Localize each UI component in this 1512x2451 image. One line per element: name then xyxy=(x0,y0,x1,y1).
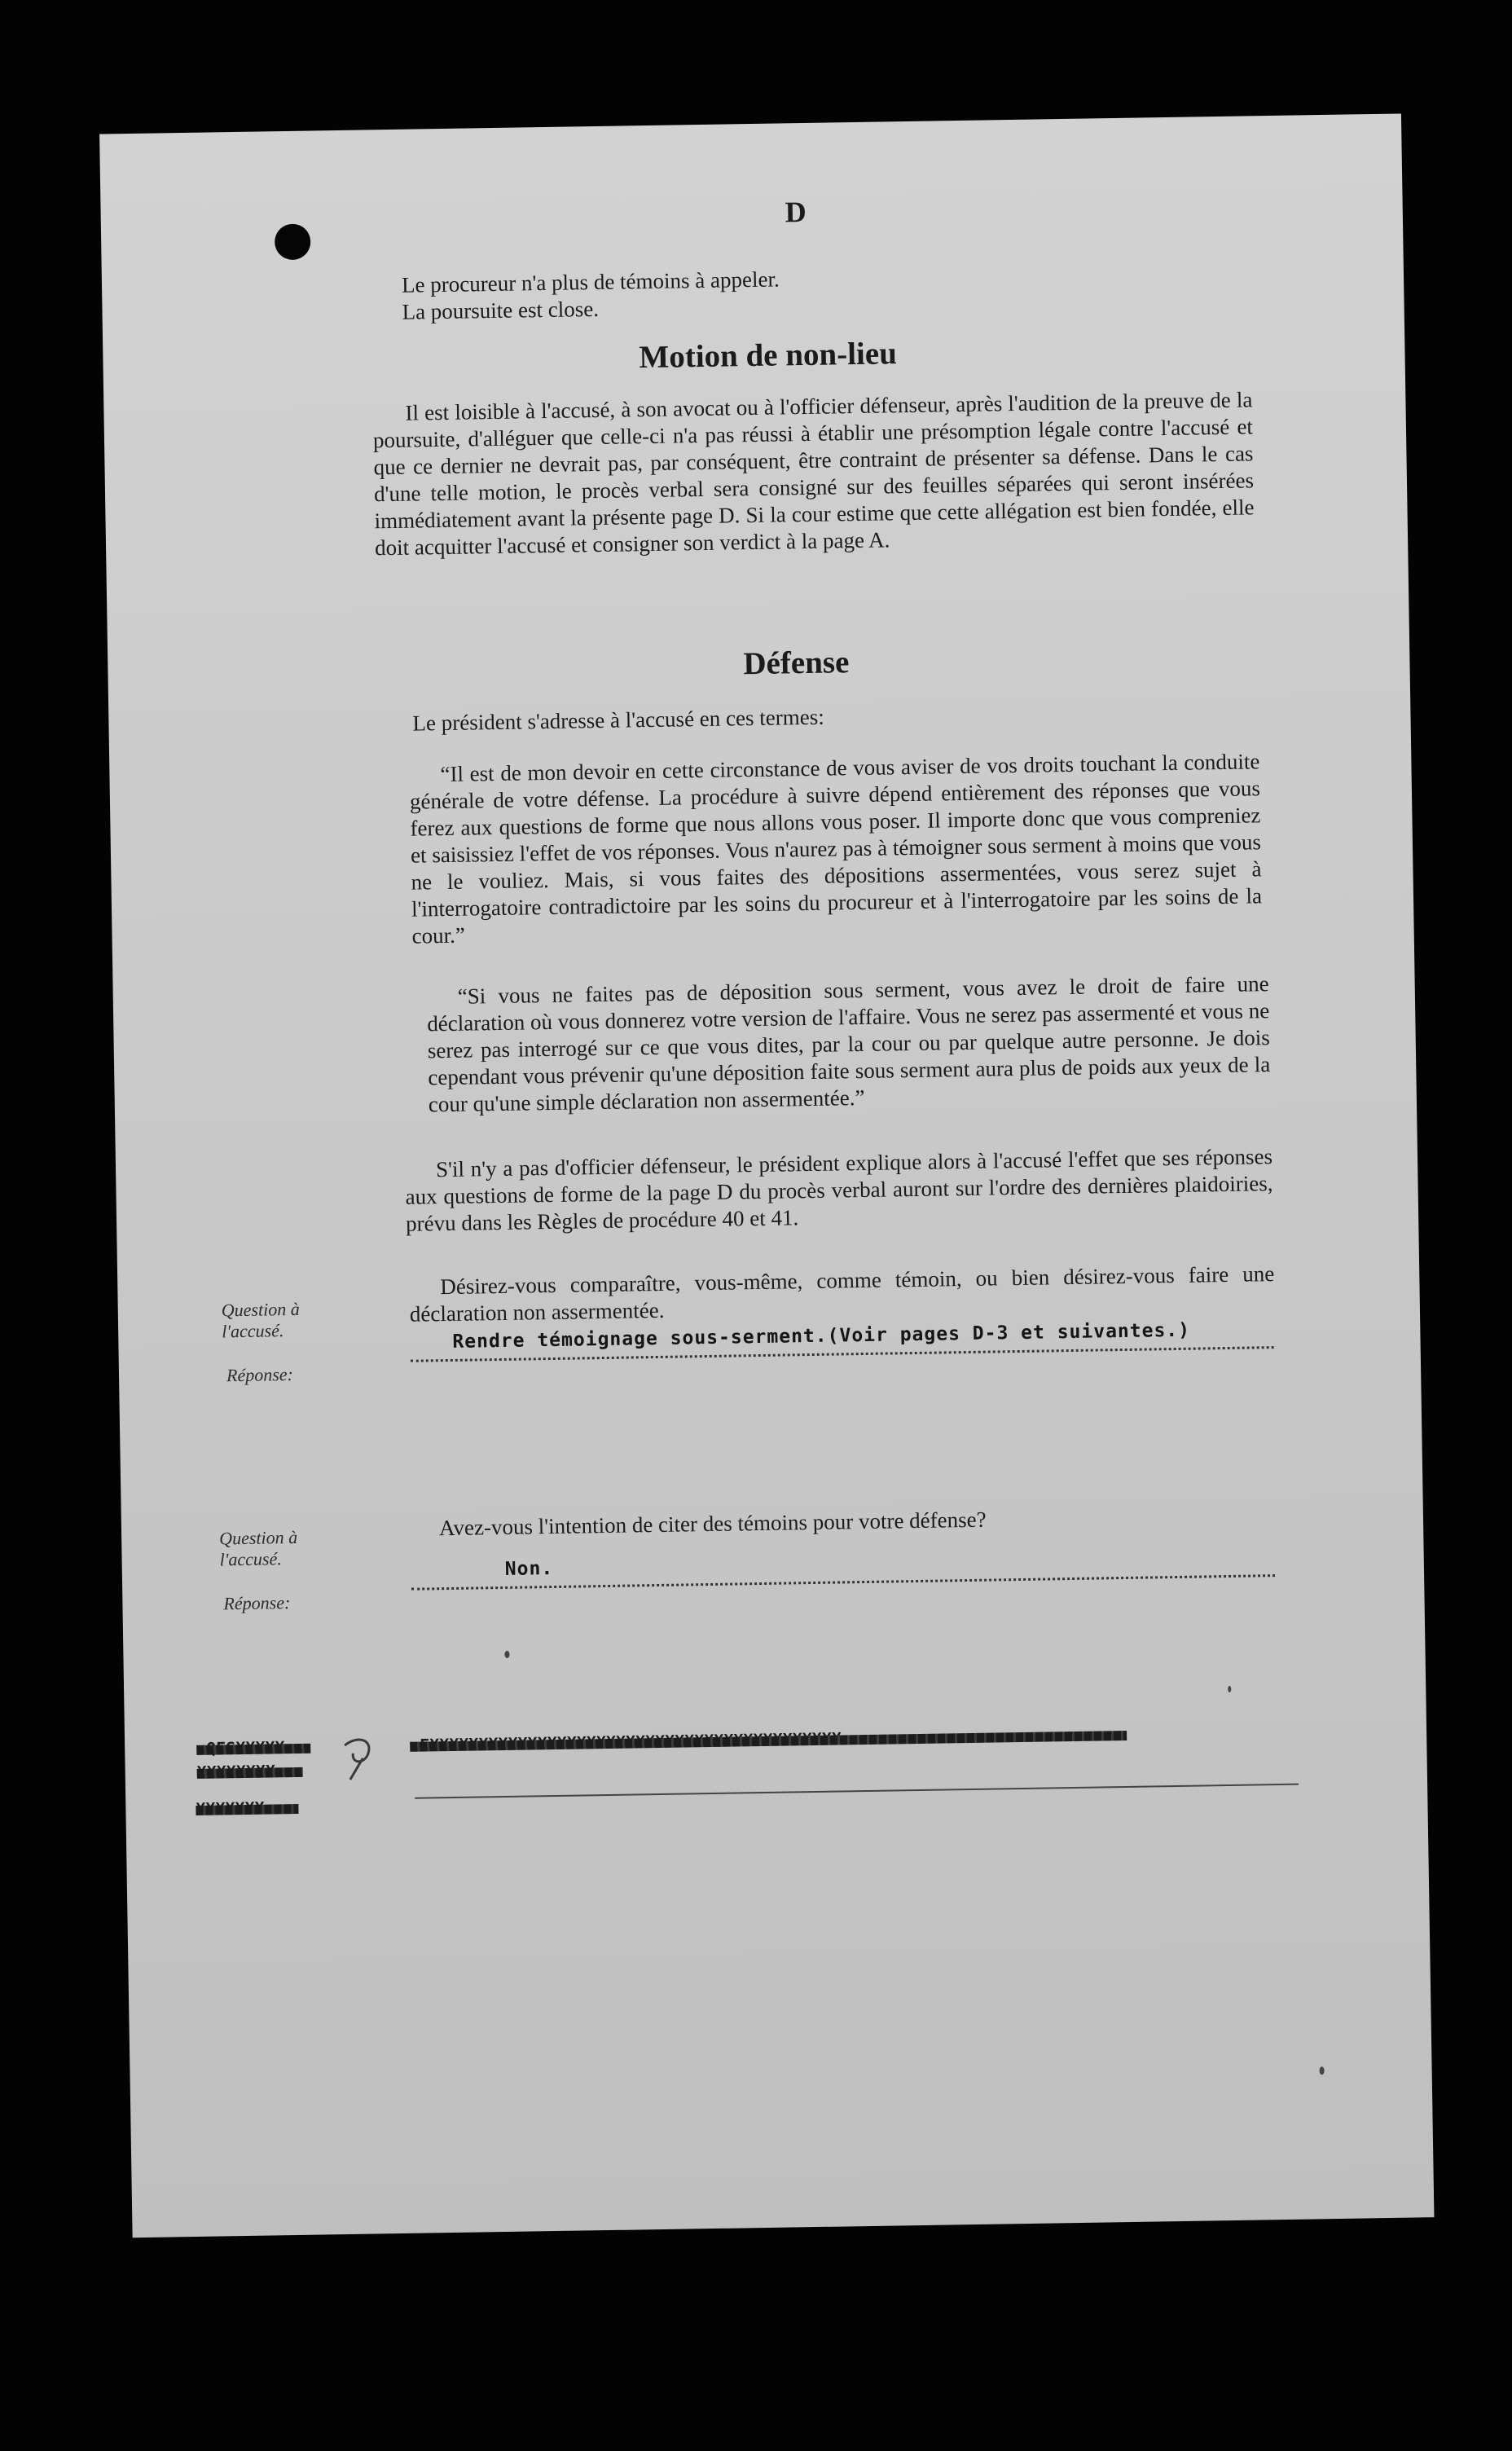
answer-label-1: Réponse: xyxy=(226,1364,294,1386)
question-2-text: Avez-vous l'intention de citer des témoins pour votre défense? xyxy=(438,1507,987,1541)
question-1-text: Désirez-vous comparaître, vous-même, comme témoin, ou bien désirez-vous faire une déclaration non assermentée. xyxy=(409,1261,1275,1327)
page-letter: D xyxy=(785,195,807,229)
question-label-line-1: Question à xyxy=(218,1526,298,1549)
defense-heading: Défense xyxy=(743,645,850,682)
ink-speck xyxy=(504,1651,509,1658)
ink-speck xyxy=(1228,1686,1231,1692)
ink-speck xyxy=(1320,2066,1325,2075)
strike-bar xyxy=(197,1767,303,1779)
question-label-1 xyxy=(222,1299,301,1343)
question-label-line-2: l'accusé. xyxy=(221,1320,284,1342)
question-label-line-2: l'accusé. xyxy=(219,1548,282,1570)
motion-heading: Motion de non-lieu xyxy=(639,336,898,376)
motion-paragraph: Il est loisible à l'accusé, à son avocat ou à l'officier défenseur, après l'audition de la preuve de la poursuite, d'alléguer que celle-ci n'a pas réussi à établir une présomption légale contre l'accusé et que ce dernier ne devrait pas, par conséquent, être contraint de présenter sa défense. Dans le cas d'une telle motion, le procès verbal sera consigné sur des feuilles séparées qui seront insérées immédiatement avant la présente page D. Si la cour estime que cette allégation est bien fondée, elle doit acquitter l'accusé et consigner son verdict à la page A. xyxy=(372,387,1255,561)
question-label-2 xyxy=(219,1527,298,1571)
answer-1-typed: Rendre témoignage sous-serment.(Voir pages D-3 et suivantes.) xyxy=(452,1319,1191,1353)
defense-explanation: S'il n'y a pas d'officier défenseur, le président explique alors à l'accusé l'effet que ses réponses aux questions de forme de la page D du procès verbal auront sur l'ordre des dernières plaidoiries, prévu dans les Règles de procédure 40 et 41. xyxy=(405,1144,1273,1236)
answer-3-line xyxy=(415,1784,1299,1799)
strike-bar xyxy=(196,1744,310,1755)
defense-quote-1: “Il est de mon devoir en cette circonstance de vous aviser de vos droits touchant la conduite générale de votre défense. La procédure à suivre dépend entièrement des réponses que vous ferez aux questions de forme que nous allons vous poser. Il importe donc que vous compreniez et saisissiez l'effet de vos réponses. Vous n'aurez pas à témoigner sous serment à moins que vous ne le vouliez. Mais, si vous faites des dépositions assermentées, vous serez sujet à l'interrogatoire contradictoire par les soins du procureur et à l'interrogatoire par les soins de la cour.” xyxy=(409,749,1263,948)
pencil-checkmark xyxy=(338,1733,385,1784)
opening-line-1: Le procureur n'a plus de témoins à appeler. xyxy=(401,266,780,297)
strike-bar xyxy=(196,1804,298,1815)
opening-line-2: La poursuite est close. xyxy=(402,296,600,324)
answer-label-2: Réponse: xyxy=(223,1592,291,1614)
question-label-line-1: Question à xyxy=(221,1298,300,1321)
defense-intro: Le président s'adresse à l'accusé en ces termes: xyxy=(412,704,824,736)
defense-quote-2: “Si vous ne faites pas de déposition sous serment, vous avez le droit de faire une déclaration où vous donnerez votre version de l'affaire. Vous ne serez pas assermenté et vous ne serez pas interrogé sur ce que vous dites, par la cour ou par quelque autre personne. Je dois cependant vous prévenir qu'une déposition faite sous serment aura plus de poids aux yeux de la cour qu'une simple déclaration non assermentée.” xyxy=(427,971,1271,1117)
document-page xyxy=(99,113,1434,2238)
answer-2-typed: Non. xyxy=(504,1558,554,1580)
punch-hole xyxy=(275,223,311,260)
